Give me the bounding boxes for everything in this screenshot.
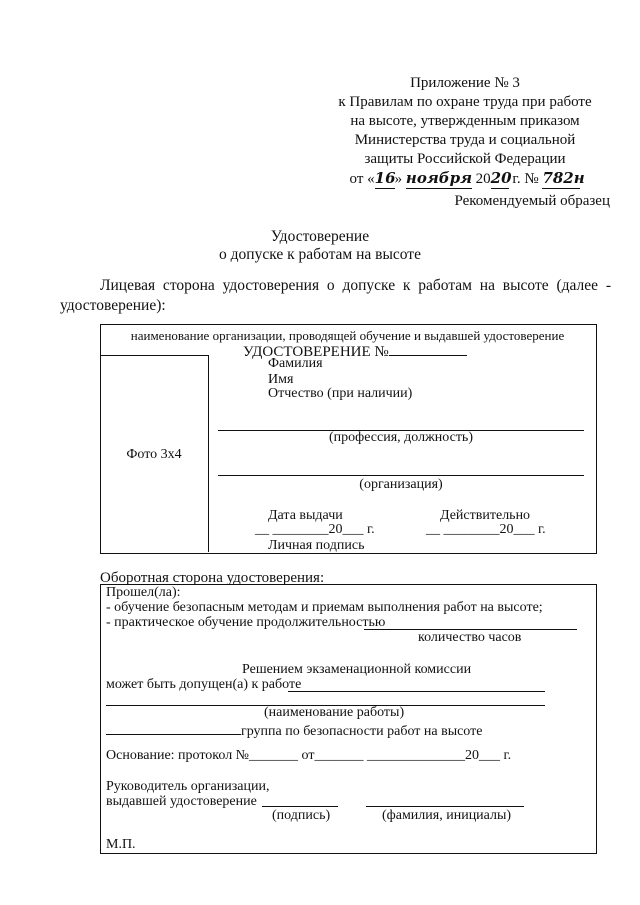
year-prefix: 20 [475, 171, 491, 187]
fio-line [366, 806, 524, 807]
allowed-text: может быть допущен(а) к работе [106, 677, 302, 692]
organization-caption: (организация) [359, 477, 443, 492]
signature-label: Личная подпись [268, 538, 365, 553]
sign-caption: (подпись) [272, 808, 331, 823]
year-suffix: 20 [490, 169, 512, 187]
head-text-2: выдавшей удостоверение [106, 794, 257, 809]
back-heading: Оборотная сторона удостоверения: [100, 570, 325, 586]
photo-placeholder: Фото 3х4 [126, 447, 182, 462]
training-item-1: - обучение безопасным методам и приемам выполнения работ на высоте; [106, 600, 543, 615]
sign-line [262, 806, 338, 807]
annex-line-5: защиты Российской Федерации [364, 151, 566, 167]
annex-line-3: на высоте, утвержденным приказом [350, 113, 580, 129]
passed-label: Прошел(ла): [106, 585, 181, 600]
organization-line [218, 475, 584, 476]
intro-paragraph: Лицевая сторона удостоверения о допуске к работам на высоте (далее - удостоверение): [60, 277, 611, 314]
cert-number-blank [389, 341, 467, 356]
annex-line-2: к Правилам по охране труда при работе [338, 94, 592, 110]
surname-label: Фамилия [268, 356, 323, 371]
valid-date-blank: __ ________20___ г. [426, 522, 546, 537]
order-number: 782н [542, 169, 585, 187]
date-month: ноября [405, 169, 473, 187]
commission-text: Решением экзаменационной комиссии [242, 662, 472, 677]
annex-date-line [320, 169, 610, 189]
work-name-caption: (наименование работы) [264, 705, 405, 720]
work-line-1 [288, 691, 545, 692]
seal-place: М.П. [106, 837, 136, 852]
issue-date-label: Дата выдачи [268, 508, 343, 523]
annex-line-4: Министерства труда и социальной [354, 132, 576, 148]
photo-right-line [208, 355, 209, 552]
doc-title: Удостоверение [270, 228, 370, 245]
annex-block [320, 74, 610, 189]
annex-title: Приложение № 3 [410, 75, 520, 91]
group-line [106, 720, 482, 740]
profession-caption: (профессия, должность) [329, 430, 473, 445]
group-text: группа по безопасности работ на высоте [241, 724, 483, 739]
date-prefix: от « [349, 171, 375, 187]
group-blank [106, 720, 241, 735]
name-label: Имя [268, 372, 294, 387]
hours-caption: количество часов [418, 630, 522, 645]
fio-caption: (фамилия, инициалы) [382, 808, 512, 823]
head-text-1: Руководитель организации, [106, 779, 270, 794]
date-mid: » [394, 171, 403, 187]
valid-label: Действительно [440, 508, 531, 523]
org-header: наименование организации, проводящей обучение и выдавшей удостоверение [130, 328, 565, 343]
cert-label: УДОСТОВЕРЕНИЕ № [243, 344, 389, 360]
year-label: г. № [512, 171, 539, 187]
recommended-sample: Рекомендуемый образец [454, 193, 610, 209]
photo-top-line [100, 355, 208, 356]
patronymic-label: Отчество (при наличии) [268, 386, 413, 401]
date-day: 16 [374, 169, 396, 187]
basis-text: Основание: протокол №_______ от_______ ______________20___ г. [106, 748, 512, 763]
issue-date-blank: __ ________20___ г. [255, 522, 375, 537]
training-item-2: - практическое обучение продолжительностью [106, 615, 386, 630]
doc-subtitle: о допуске к работам на высоте [219, 246, 421, 263]
